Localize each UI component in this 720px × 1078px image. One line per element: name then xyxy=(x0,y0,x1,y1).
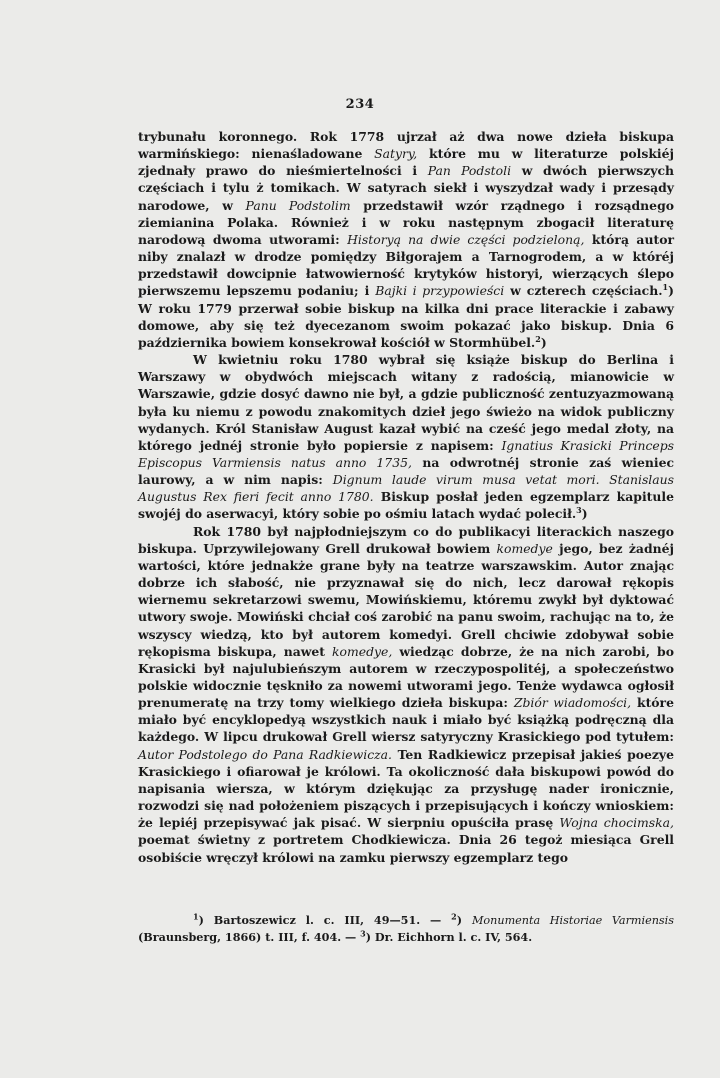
footnote-ref: 3 xyxy=(360,928,366,939)
italic-text: Pan Podstoli xyxy=(427,163,512,179)
text-run: które miało być encyklopedyą wszystkich nauk i miało być książką podręczną dla każdego. W lipcu drukował Grell wiersz satyryczny Krasickiego pod tytułem: xyxy=(138,695,674,745)
italic-text: Wojna chocimska, xyxy=(559,815,674,831)
footnote-ref: 1 xyxy=(193,911,199,922)
paragraph xyxy=(138,523,674,866)
italic-text: Monumenta Historiae Varmiensis xyxy=(471,914,674,927)
text-run: Ten Radkiewicz przepisał jakieś poezye Krasickiego i ofiarował je królowi. Ta okoliczność dała biskupowi powód do napisania wiersza, w którym dziękując za przysługę nader ironicznie, rozwodzi się nad położeniem piszących i przepisujących i kończy wnioskiem: że lepiéj przepisywać jak pisać. W sierpniu opuściła prasę xyxy=(138,746,674,831)
text-run: W kwietniu roku 1780 wybrał się książe biskup do Berlina i Warszawy w obydwóch miejscach witany z radością, mianowicie w Warszawie, gdzie dosyć dawno nie był, a gdzie publiczność zentuzyazmowaną była ku niemu z powodu znakomitych dzieł jego świeżo na widok publiczny wydanych. Król Stanisław August kazał wybić na cześć jego medal złoty, na którego jednéj stronie było popiersie z napisem: xyxy=(138,352,674,453)
italic-text: komedye xyxy=(496,540,553,556)
text-run: ) xyxy=(456,913,472,927)
text-run: które mu w literaturze polskiéj zjednały prawo do nieśmiertelności i xyxy=(138,146,674,179)
footnote-ref: 1 xyxy=(662,282,669,293)
paragraph xyxy=(138,128,674,351)
text-run: ) Dr. Eichhorn l. c. IV, 564. xyxy=(365,930,533,944)
italic-text: komedye, xyxy=(332,643,393,659)
text-run: którą autor niby znalazł w drodze pomiędzy Biłgorajem a Tarnogrodem, a w któréj przedstawił dowcipnie łatwowierność krytyków historyi, wierzących ślepo pierwszemu lepszemu podaniu; i xyxy=(138,231,674,299)
text-run: (Braunsberg, 1866) t. III, f. 404. — xyxy=(138,930,361,944)
text-run: Rok 1780 był najpłodniejszym co do publikacyi literackich naszego biskupa. Uprzywilejowany Grell drukował bowiem xyxy=(138,523,674,556)
footnotes xyxy=(138,912,674,946)
footnote-ref: 2 xyxy=(451,911,457,922)
italic-text: Zbiór wiadomości, xyxy=(513,695,632,711)
italic-text: Ignatius Krasicki Princeps Episcopus Varmiensis natus anno 1735, xyxy=(138,437,675,470)
text-run: Biskup posłał jeden egzemplarz kapitule swojéj do aserwacyi, który sobie po ośmiu latach wydać polecił. xyxy=(138,489,674,522)
text-run: ) xyxy=(540,334,547,350)
text-run: w dwóch pierwszych częściach i tylu ż tomikach. W satyrach siekł i wyszydzał wady i przesądy narodowe, w xyxy=(138,163,675,213)
italic-text: Historyą na dwie części podzieloną, xyxy=(347,231,585,247)
text-run: trybunału koronnego. Rok 1778 ujrzał aż dwa nowe dzieła biskupa warmińskiego: nienaśladowane xyxy=(138,129,674,162)
footnote-ref: 2 xyxy=(535,333,541,344)
text-run: wiedząc dobrze, że na nich zarobi, bo Krasicki był najulubieńszym autorem w rzeczypospolitéj, a społeczeństwo polskie widocznie tęskniło za nowemi utworami jego. Tenże wydawca ogłosił prenumeratę na trzy tomy wielkiego dzieła biskupa: xyxy=(138,643,674,711)
text-run: ) W roku 1779 przerwał sobie biskup na kilka dni prace literackie i zabawy domowe, aby się też dyecezanom swoim pokazać jako biskup. Dnia 6 października bowiem konsekrował kościół w Stormhübel. xyxy=(138,283,674,350)
italic-text: Autor Podstolego do Pana Radkiewicza. xyxy=(138,746,392,762)
text-run: ) Bartoszewicz l. c. III, 49—51. — xyxy=(198,913,452,927)
text-run: poemat świetny z portretem Chodkiewicza. Dnia 26 tegoż miesiąca Grell osobiście wręczył królowi na zamku pierwszy egzemplarz tego xyxy=(138,832,674,865)
text-run: na odwrotnéj stronie zaś wieniec laurowy, a w nim napis: xyxy=(138,454,675,488)
footnote-ref: 3 xyxy=(576,505,582,516)
page-number: 234 xyxy=(345,97,375,112)
italic-text: Panu Podstolim xyxy=(245,197,351,213)
text-run: ) xyxy=(581,506,588,522)
footnote-line xyxy=(138,912,674,946)
italic-text: Satyry, xyxy=(374,146,418,162)
body-text xyxy=(138,128,674,866)
text-run: przedstawił wzór rządnego i rozsądnego ziemianina Polaka. Również i w roku następnym zbogacił literaturę narodową dwoma utworami: xyxy=(138,197,674,247)
text-run: w czterech częściach. xyxy=(504,283,663,299)
paragraph xyxy=(138,351,674,523)
italic-text: Dignum laude virum musa vetat mori. Stanislaus Augustus Rex fieri fecit anno 1780. xyxy=(138,472,674,505)
text-run: jego, bez żadnéj wartości, które jednakże grane były na teatrze warszawskim. Autor znając dobrze ich słabość, nie przyznawał się do nich, lecz darował rękopis wiernemu sekretarzowi swemu, Mowińskiemu, któremu zwykł był dyktować utwory swoje. Mowiński chciał coś zarobić na panu swoim, rachując na to, że wszyscy wiedzą, kto był autorem komedyi. Grell chciwie zdobywał sobie rękopisma biskupa, nawet xyxy=(138,540,674,659)
italic-text: Bajki i przypowieści xyxy=(375,283,505,299)
